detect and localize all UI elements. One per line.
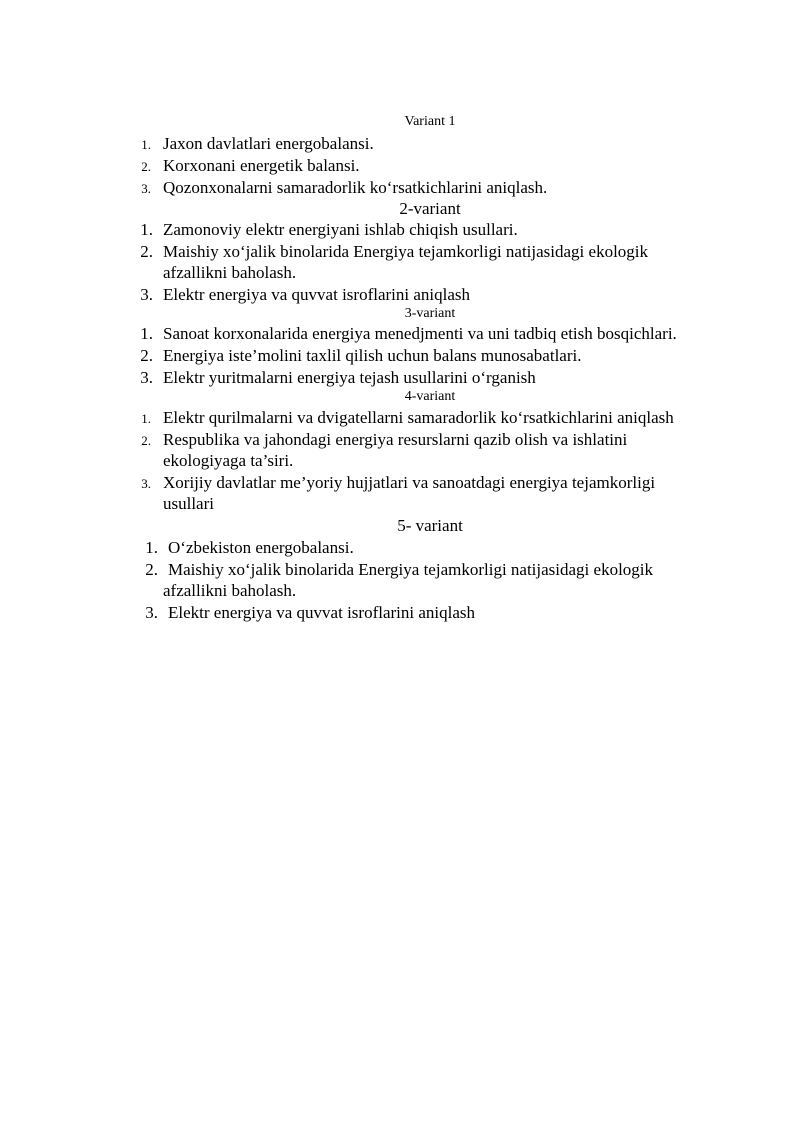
list-item-text-continued: usullari: [163, 494, 214, 513]
list-number: 2.: [141, 433, 151, 448]
list-item-text: Respublika va jahondagi energiya resurslarni qazib olish va ishlatini: [163, 430, 628, 449]
variant-1-title: Variant 1: [404, 114, 456, 129]
list-item-text: Korxonani energetik balansi.: [163, 156, 360, 175]
list-item-text: Elektr yuritmalarni energiya tejash usullarini o‘rganish: [163, 368, 536, 387]
list-number: 2.: [140, 242, 153, 261]
variant-2-title: 2-variant: [399, 199, 461, 218]
list-number: 1.: [140, 324, 153, 343]
list-item-text-continued: afzallikni baholash.: [163, 581, 297, 600]
list-number: 3.: [140, 285, 153, 304]
list-item-text: O‘zbekiston energobalansi.: [168, 538, 354, 557]
list-number: 1.: [145, 538, 158, 557]
variant-4-title: 4-variant: [404, 389, 456, 404]
list-number: 2.: [141, 159, 151, 174]
list-number: 2.: [145, 560, 158, 579]
list-number: 1.: [141, 411, 151, 426]
list-item-text: Xorijiy davlatlar me’yoriy hujjatlari va sanoatdagi energiya tejamkorligi: [163, 473, 656, 492]
list-item-text: Maishiy xo‘jalik binolarida Energiya tejamkorligi natijasidagi ekologik: [163, 242, 649, 261]
list-item-text: Elektr energiya va quvvat isroflarini aniqlash: [168, 603, 476, 622]
list-number: 3.: [145, 603, 158, 622]
list-item-text-continued: ekologiyaga ta’siri.: [163, 451, 294, 470]
list-item-text: Energiya iste’molini taxlil qilish uchun balans munosabatlari.: [163, 346, 582, 365]
list-item-text: Maishiy xo‘jalik binolarida Energiya tejamkorligi natijasidagi ekologik: [168, 560, 654, 579]
list-number: 2.: [140, 346, 153, 365]
list-item-text-continued: afzallikni baholash.: [163, 263, 297, 282]
list-number: 3.: [140, 368, 153, 387]
list-number: 1.: [141, 137, 151, 152]
list-item-text: Elektr energiya va quvvat isroflarini aniqlash: [163, 285, 471, 304]
list-number: 1.: [140, 220, 153, 239]
list-number: 3.: [141, 181, 151, 196]
list-item-text: Sanoat korxonalarida energiya menedjmenti va uni tadbiq etish bosqichlari.: [163, 324, 677, 343]
list-item-text: Qozonxonalarni samaradorlik ko‘rsatkichlarini aniqlash.: [163, 178, 548, 197]
list-item-text: Jaxon davlatlari energobalansi.: [163, 134, 374, 153]
list-item-text: Elektr qurilmalarni va dvigatellarni samaradorlik ko‘rsatkichlarini aniqlash: [163, 408, 674, 427]
list-item-text: Zamonoviy elektr energiyani ishlab chiqish usullari.: [163, 220, 518, 239]
variant-5-title: 5- variant: [397, 516, 463, 535]
list-number: 3.: [141, 476, 151, 491]
variant-3-title: 3-variant: [404, 306, 456, 321]
